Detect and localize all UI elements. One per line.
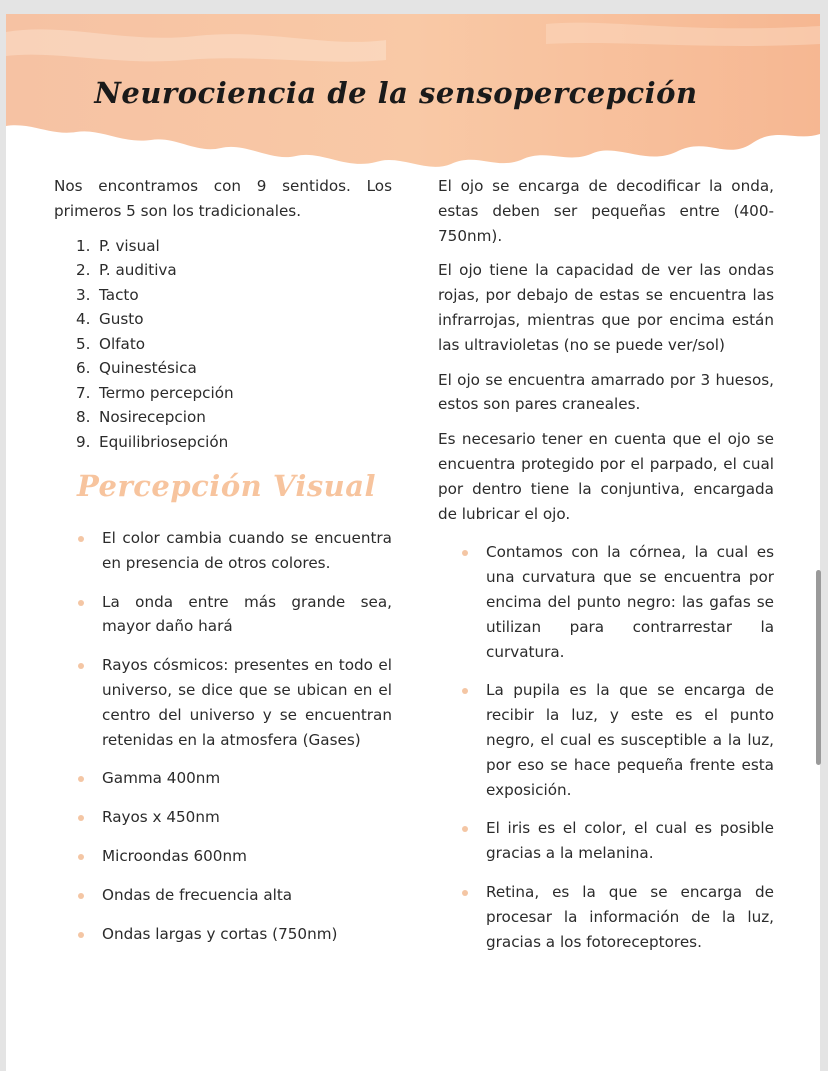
list-item: 6. Quinestésica <box>76 359 197 378</box>
list-item: Rayos x 450nm <box>102 805 392 830</box>
visual-perception-list <box>54 526 392 946</box>
list-item: El color cambia cuando se encuentra en presencia de otros colores. <box>102 526 392 576</box>
list-item: La onda entre más grande sea, mayor daño hará <box>102 590 392 640</box>
list-item: Gamma 400nm <box>102 766 392 791</box>
paragraph: El ojo se encarga de decodificar la onda, estas deben ser pequeñas entre (400-750nm). <box>438 177 774 245</box>
list-item: 8. Nosirecepcion <box>76 408 206 427</box>
list-item: 7. Termo percepción <box>76 383 234 402</box>
list-item: Ondas de frecuencia alta <box>102 883 392 908</box>
list-item: Microondas 600nm <box>102 844 392 869</box>
list-item: La pupila es la que se encarga de recibir la luz, y este es el punto negro, el cual es susceptible a la luz, por eso se hace pequeña frente esta exposición. <box>486 678 774 802</box>
scrollbar[interactable] <box>816 570 821 765</box>
right-column <box>438 174 774 968</box>
bullet-icon <box>78 854 84 860</box>
page-title: Neurociencia de la sensopercepción <box>94 76 698 110</box>
list-item: Retina, es la que se encarga de procesar la información de la luz, gracias a los fotoreceptores. <box>486 880 774 954</box>
list-item: Ondas largas y cortas (750nm) <box>102 922 392 947</box>
bullet-icon <box>462 826 468 832</box>
bullet-icon <box>78 893 84 899</box>
paragraph: El ojo tiene la capacidad de ver las ondas rojas, por debajo de estas se encuentra las infrarrojas, mientras que por encima están las ultravioletas (no se puede ver/sol) <box>438 261 774 354</box>
list-item: Contamos con la córnea, la cual es una curvatura que se encuentra por encima del punto negro: las gafas se utilizan para contrarrestar la curvatura. <box>486 540 774 664</box>
intro-paragraph: Nos encontramos con 9 sentidos. Los primeros 5 son los tradicionales. <box>54 177 392 220</box>
list-item: 3. Tacto <box>76 285 139 304</box>
document-page <box>6 14 820 1071</box>
bullet-icon <box>78 663 84 669</box>
list-item: Rayos cósmicos: presentes en todo el universo, se dice que se ubican en el centro del universo y se encuentran retenidas en la atmosfera (Gases) <box>102 653 392 752</box>
left-column <box>54 174 392 960</box>
bullet-icon <box>78 932 84 938</box>
list-item: 4. Gusto <box>76 310 144 329</box>
list-item: 9. Equilibriosepción <box>76 432 229 451</box>
paragraph: El ojo se encuentra amarrado por 3 huesos, estos son pares craneales. <box>438 370 774 414</box>
list-item: 2. P. auditiva <box>76 261 177 280</box>
list-item: 1. P. visual <box>76 236 160 255</box>
senses-list <box>54 234 392 455</box>
list-item: 5. Olfato <box>76 334 146 353</box>
section-title: Percepción Visual <box>77 469 377 504</box>
bullet-icon <box>462 688 468 694</box>
bullet-icon <box>78 815 84 821</box>
bullet-icon <box>78 600 84 606</box>
paragraph: Es necesario tener en cuenta que el ojo se encuentra protegido por el parpado, el cual por dentro tiene la conjuntiva, encargada de lubricar el ojo. <box>438 430 774 523</box>
bullet-icon <box>78 776 84 782</box>
bullet-icon <box>78 536 84 542</box>
eye-parts-list <box>438 540 774 954</box>
bullet-icon <box>462 890 468 896</box>
list-item: El iris es el color, el cual es posible gracias a la melanina. <box>486 816 774 866</box>
bullet-icon <box>462 550 468 556</box>
